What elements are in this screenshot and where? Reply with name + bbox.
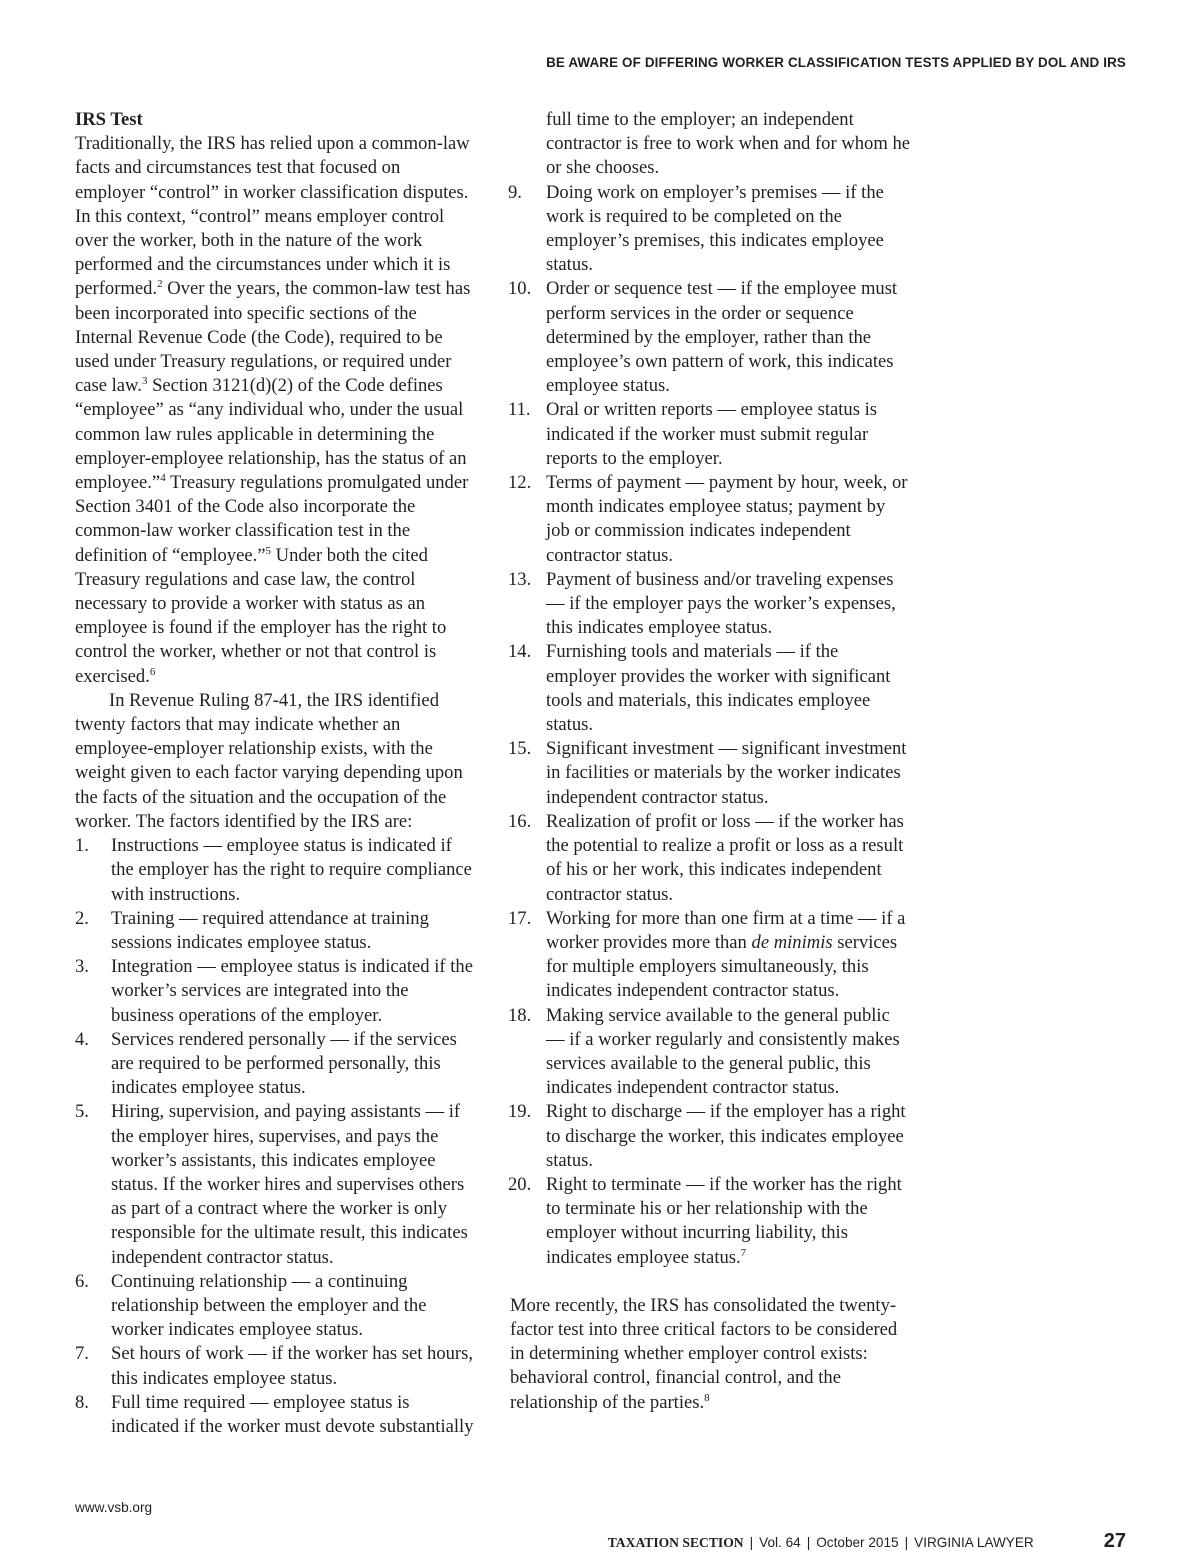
list-item: 6. Continuing relationship — a continuing relationship between the employer and the worker indicates employee status. — [75, 1270, 427, 1341]
footer-magazine: VIRGINIA LAWYER — [914, 1535, 1034, 1550]
list-item: 14. Furnishing tools and materials — if the employer provides the worker with significant tools and materials, this indicates employee status. — [508, 641, 891, 736]
list-item: 20. Right to terminate — if the worker has the right to terminate his or her relationship with the employer without incurring liability, this indicates employee status.$^7$ — [508, 1173, 902, 1268]
italic-term: de minimis — [751, 931, 833, 953]
footer-separator: | — [749, 1535, 754, 1550]
footer-section: TAXATION SECTION — [607, 1535, 744, 1550]
list-item-continuation: full time to the employer; an independent contractor is free to work when and for whom he or she chooses. — [546, 109, 911, 179]
list-item: 2. Training — required attendance at training sessions indicates employee status. — [75, 907, 429, 953]
footer-separator: | — [806, 1535, 811, 1550]
footnote-ref: 4 — [160, 471, 166, 484]
footnote-ref: 3 — [141, 375, 148, 388]
footer-separator: | — [904, 1535, 909, 1550]
footnote-ref: 8 — [704, 1391, 710, 1404]
factors-intro-paragraph: In Revenue Ruling 87-41, the IRS identified twenty factors that may indicate whether an employee-employer relationship exists, with the weight given to each factor varying depending upon the facts of the situation and the occupation of the worker. The factors identified by the IRS are: — [75, 689, 463, 832]
footnote-ref: 7 — [740, 1246, 747, 1259]
right-column — [510, 108, 910, 1415]
footnote-ref: 2 — [157, 278, 163, 291]
section-heading: IRS Test — [75, 109, 143, 130]
list-item: 19. Right to discharge — if the employer has a right to discharge the worker, this indicates employee status. — [508, 1101, 906, 1171]
footer-date: October 2015 — [816, 1535, 899, 1550]
footer-publication — [608, 1530, 1126, 1553]
list-item: 18. Making service available to the general public — if a worker regularly and consistently makes services available to the general public, this indicates independent contractor status. — [508, 1004, 900, 1099]
intro-paragraph: Traditionally, the IRS has relied upon a common-law facts and circumstances test that focused on employer “control” in worker classification disputes. In this context, “control” means employer control over the worker, both in the nature of the work performed and the circumstances under which it is performed.$^2$ Over the years, the common-law test has been incorporated into specific sections of the Internal Revenue Code (the Code), required to be used under Treasury regulations, or required under case law.$^3$ Section 3121(d)(2) of the Code defines “employee” as “any individual who, under the usual common law rules applicable in determining the employer-employee relationship, has the status of an employee.”$^4$ Treasury regulations promulgated under Section 3401 of the Code also incorporate the common-law worker classification test in the definition of “employee.”$^5$ Under both the cited Treasury regulations and case law, the control necessary to provide a worker with status as an employee is found if the employer has the right to control the worker, whether or not that control is exercised.$^6$ — [75, 133, 471, 687]
footnote-ref: 6 — [149, 665, 156, 678]
list-item: 11. Oral or written reports — employee status is indicated if the worker must submit regular reports to the employer. — [508, 399, 877, 469]
list-item: 13. Payment of business and/or traveling expenses — if the employer pays the worker’s expenses, this indicates employee status. — [508, 568, 896, 639]
list-item: 4. Services rendered personally — if the services are required to be performed personally, this indicates employee status. — [75, 1028, 457, 1099]
footer-url[interactable]: www.vsb.org — [75, 1500, 153, 1515]
list-item: 9. Doing work on employer’s premises — if the work is required to be completed on the employer’s premises, this indicates employee status. — [508, 181, 884, 276]
running-head: BE AWARE OF DIFFERING WORKER CLASSIFICATION TESTS APPLIED BY DOL AND IRS — [546, 55, 1126, 70]
list-item: 5. Hiring, supervision, and paying assistants — if the employer hires, supervises, and pays the worker’s assistants, this indicates employee status. If the worker hires and supervises others as part of a contract where the worker is only responsible for the ultimate result, this indicates independent contractor status. — [75, 1101, 468, 1268]
list-item: 17. Working for more than one firm at a time — if a worker provides more than de minimis services for multiple employers simultaneously, this indicates independent contractor status. — [508, 907, 906, 1002]
list-item: 12. Terms of payment — payment by hour, week, or month indicates employee status; payment by job or commission indicates independent contractor status. — [508, 472, 908, 566]
list-item: 10. Order or sequence test — if the employee must perform services in the order or sequence determined by the employer, rather than the employee’s own pattern of work, this indicates employee status. — [508, 278, 898, 397]
page-number: 27 — [1103, 1530, 1126, 1552]
left-column — [75, 108, 475, 1439]
list-item: 15. Significant investment — significant investment in facilities or materials by the worker indicates independent contractor status. — [508, 738, 907, 808]
spacer — [510, 1270, 910, 1294]
list-item: 16. Realization of profit or loss — if the worker has the potential to realize a profit or loss as a result of his or her work, this indicates independent contractor status. — [508, 810, 904, 905]
footnote-ref: 5 — [265, 544, 272, 557]
list-item: 1. Instructions — employee status is indicated if the employer has the right to require compliance with instructions. — [75, 835, 472, 905]
list-item: 3. Integration — employee status is indicated if the worker’s services are integrated into the business operations of the employer. — [75, 956, 473, 1026]
footer-volume: Vol. 64 — [759, 1535, 801, 1550]
closing-paragraph: More recently, the IRS has consolidated the twenty-factor test into three critical factors to be considered in determining whether employer control exists: behavioral control, financial control, and the relationship of the parties.$^8$ — [510, 1294, 898, 1413]
list-item: 7. Set hours of work — if the worker has set hours, this indicates employee status. — [75, 1343, 473, 1389]
list-item: 8. Full time required — employee status is indicated if the worker must devote substantially — [75, 1391, 474, 1437]
